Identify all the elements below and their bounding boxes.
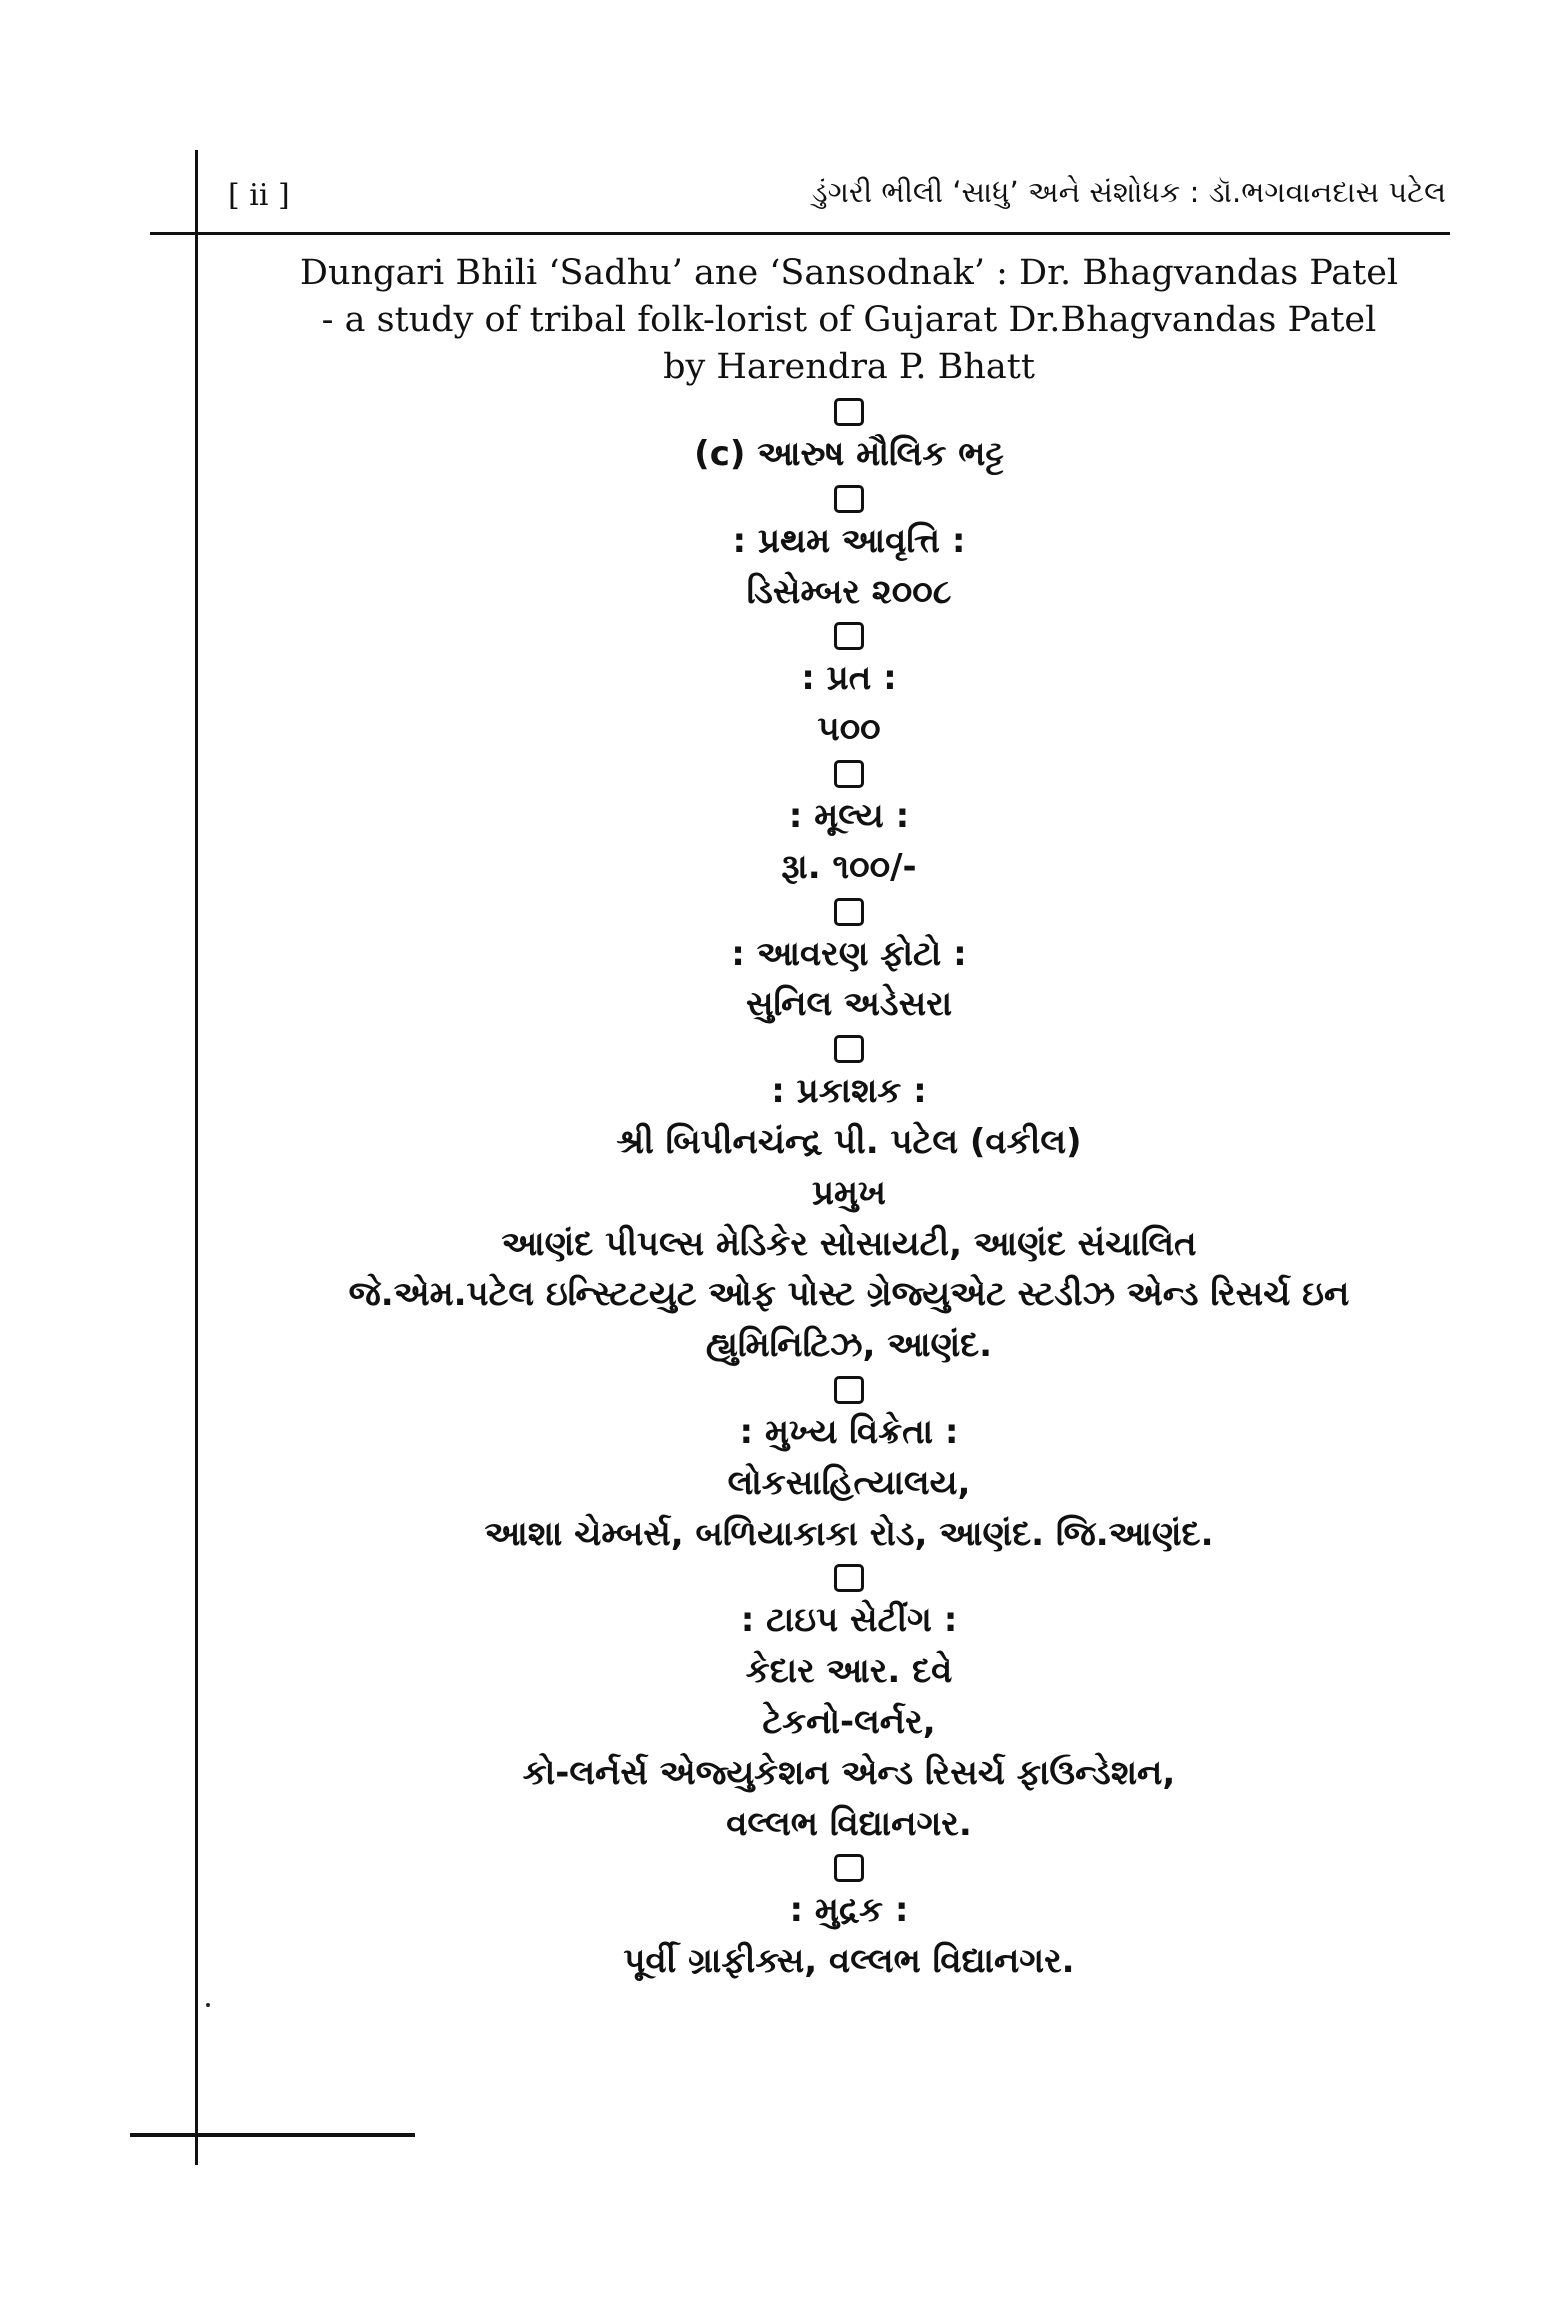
box-separator-icon — [834, 485, 864, 513]
cover-photo-value: સુનિલ અડેસરા — [745, 984, 953, 1025]
english-title: Dungari Bhili ‘Sadhu’ ane ‘Sansodnak’ : Dr. Bhagvandas Patel — [299, 253, 1399, 293]
english-author: by Harendra P. Bhatt — [663, 347, 1035, 387]
typesetting-org-2: કો-લર્નર્સ એજ્યુકેશન એન્ડ રિસર્ચ ફાઉન્ડેશન, — [522, 1752, 1176, 1793]
box-separator-icon — [834, 1035, 864, 1063]
edition-value: ડિસેમ્બર ૨૦૦૮ — [746, 571, 952, 612]
typesetting-place: વલ્લભ વિદ્યાનગર. — [726, 1803, 972, 1844]
copies-label: : પ્રત : — [801, 658, 897, 699]
box-separator-icon — [834, 1564, 864, 1592]
print-speck — [206, 2003, 210, 2007]
box-separator-icon — [834, 1376, 864, 1404]
cover-photo-label: : આવરણ ફોટો : — [731, 933, 967, 974]
distributor-label: : મુખ્ય વિક્રેતા : — [739, 1411, 959, 1452]
page-number: [ ii ] — [228, 178, 290, 213]
typesetting-label: : ટાઇપ સેટીંગ : — [740, 1600, 958, 1641]
header-rule — [150, 232, 1450, 235]
publisher-name: શ્રી બિપીનચંન્દ્ર પી. પટેલ (વકીલ) — [616, 1121, 1082, 1162]
printer-label: : મુદ્રક : — [789, 1890, 909, 1931]
price-value: રૂા. ૧૦૦/- — [781, 846, 917, 887]
publisher-label: : પ્રકાશક : — [771, 1071, 927, 1112]
footer-rule — [130, 2133, 415, 2137]
box-separator-icon — [834, 622, 864, 650]
printer-value: પૂર્વી ગ્રાફીક્સ, વલ્લભ વિદ્યાનગર. — [623, 1941, 1075, 1982]
publisher-org-line-1: આણંદ પીપલ્સ મેડિકેર સોસાયટી, આણંદ સંચાલિત — [501, 1223, 1197, 1264]
publisher-org-line-2: જે.એમ.પટેલ ઇન્સ્ટિટયુટ ઓફ પોસ્ટ ગ્રેજ્યુએટ સ્ટડીઝ એન્ડ રિસર્ચ ઇન — [348, 1274, 1350, 1315]
copies-value: ૫૦૦ — [817, 709, 881, 750]
english-subtitle: - a study of tribal folk-lorist of Gujarat Dr.Bhagvandas Patel — [321, 300, 1377, 340]
publisher-org-line-3: હ્યુમિનિટિઝ, આણંદ. — [705, 1325, 993, 1366]
typesetting-name: કેદાર આર. દવે — [745, 1651, 953, 1692]
box-separator-icon — [834, 898, 864, 926]
running-head: ડુંગરી ભીલી ‘સાધુ’ અને સંશોધક : ડૉ.ભગવાનદાસ પટેલ — [811, 175, 1446, 209]
price-label: : મૂલ્ય : — [788, 795, 910, 836]
box-separator-icon — [834, 760, 864, 788]
left-margin-rule — [195, 150, 198, 2165]
copyright-line: (c) આરુષ મૌલિક ભટ્ટ — [694, 434, 1004, 474]
distributor-name: લોકસાહિત્યાલય, — [727, 1462, 971, 1503]
publisher-role: પ્રમુખ — [811, 1172, 887, 1213]
box-separator-icon — [834, 1854, 864, 1882]
typesetting-org: ટેકનો-લર્નર, — [762, 1701, 936, 1742]
box-separator-icon — [834, 398, 864, 426]
distributor-address: આશા ચેમ્બર્સ, બળિયાકાકા રોડ, આણંદ. જિ.આણંદ. — [484, 1513, 1214, 1554]
imprint-block — [230, 252, 1468, 1992]
edition-label: : પ્રથમ આવૃત્તિ : — [732, 520, 966, 561]
